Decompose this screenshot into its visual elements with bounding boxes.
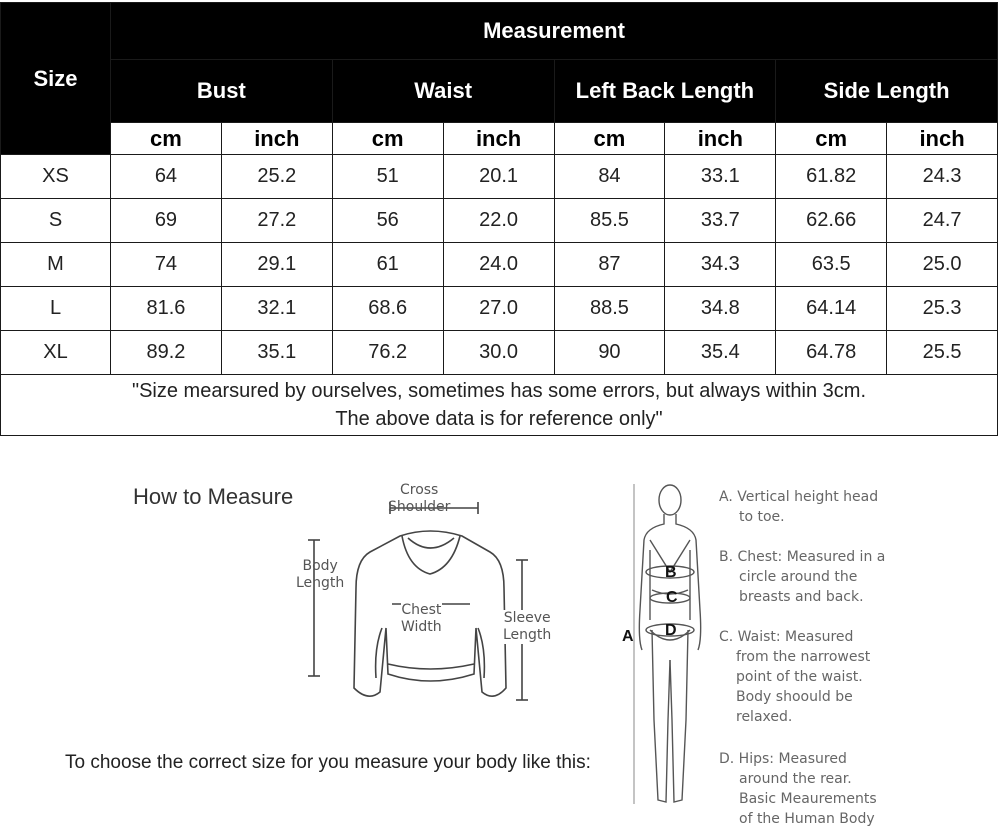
value-cell: 84: [554, 155, 665, 199]
value-cell: 33.1: [665, 155, 776, 199]
value-cell: 24.7: [887, 199, 998, 243]
value-cell: 56: [332, 199, 443, 243]
value-cell: 68.6: [332, 287, 443, 331]
unit-header: cm: [776, 123, 887, 155]
value-cell: 64: [111, 155, 222, 199]
value-cell: 34.3: [665, 243, 776, 287]
legend-b: B. Chest: Measured in a circle around the breasts and back.: [719, 549, 886, 605]
note-line-2: The above data is for reference only": [335, 408, 663, 430]
value-cell: 64.78: [776, 331, 887, 375]
value-cell: 74: [111, 243, 222, 287]
value-cell: 90: [554, 331, 665, 375]
size-cell: S: [1, 199, 111, 243]
value-cell: 24.3: [887, 155, 998, 199]
value-cell: 33.7: [665, 199, 776, 243]
value-cell: 87: [554, 243, 665, 287]
human-body-figure: [620, 480, 720, 820]
value-cell: 29.1: [221, 243, 332, 287]
size-cell: M: [1, 243, 111, 287]
value-cell: 69: [111, 199, 222, 243]
waist-header: Waist: [332, 60, 554, 123]
value-cell: 25.0: [887, 243, 998, 287]
value-cell: 25.3: [887, 287, 998, 331]
table-row: [1, 331, 998, 375]
size-chart-table: [0, 2, 998, 436]
measure-instruction: To choose the correct size for you measure your body like this:: [65, 752, 591, 773]
side-length-header: Side Length: [776, 60, 998, 123]
measurement-note: [1, 375, 998, 436]
value-cell: 81.6: [111, 287, 222, 331]
value-cell: 88.5: [554, 287, 665, 331]
how-to-measure-title: How to Measure: [133, 484, 294, 509]
body-label-a: A: [622, 628, 634, 645]
measurement-header: Measurement: [111, 3, 998, 60]
chest-width-label: Chest Width: [401, 602, 442, 635]
size-cell: XL: [1, 331, 111, 375]
value-cell: 22.0: [443, 199, 554, 243]
size-header: Size: [1, 3, 111, 155]
value-cell: 20.1: [443, 155, 554, 199]
legend-d: D. Hips: Measured around the rear. Basic Meaurements of the Human Body: [719, 751, 877, 827]
table-row: [1, 243, 998, 287]
sleeve-length-label: Sleeve Length: [503, 610, 552, 643]
value-cell: 35.4: [665, 331, 776, 375]
body-label-d: D: [665, 622, 677, 639]
value-cell: 85.5: [554, 199, 665, 243]
value-cell: 63.5: [776, 243, 887, 287]
bust-header: Bust: [111, 60, 333, 123]
unit-header: inch: [665, 123, 776, 155]
value-cell: 62.66: [776, 199, 887, 243]
size-cell: L: [1, 287, 111, 331]
value-cell: 76.2: [332, 331, 443, 375]
value-cell: 24.0: [443, 243, 554, 287]
value-cell: 27.0: [443, 287, 554, 331]
unit-header: cm: [111, 123, 222, 155]
value-cell: 25.2: [221, 155, 332, 199]
value-cell: 30.0: [443, 331, 554, 375]
legend-a: A. Vertical height head to toe.: [719, 489, 879, 525]
size-cell: XS: [1, 155, 111, 199]
value-cell: 61: [332, 243, 443, 287]
unit-header: cm: [332, 123, 443, 155]
unit-header: inch: [887, 123, 998, 155]
unit-header: inch: [221, 123, 332, 155]
table-row: [1, 287, 998, 331]
body-label-c: C: [666, 589, 678, 606]
cross-shoulder-label: Cross Shoulder: [388, 482, 451, 515]
legend-c: C. Waist: Measured from the narrowest point of the waist. Body shoould be relaxed.: [719, 629, 871, 725]
value-cell: 25.5: [887, 331, 998, 375]
body-label-b: B: [665, 564, 677, 581]
table-row: [1, 155, 998, 199]
unit-header: cm: [554, 123, 665, 155]
value-cell: 89.2: [111, 331, 222, 375]
value-cell: 27.2: [221, 199, 332, 243]
value-cell: 34.8: [665, 287, 776, 331]
value-cell: 35.1: [221, 331, 332, 375]
value-cell: 64.14: [776, 287, 887, 331]
value-cell: 32.1: [221, 287, 332, 331]
value-cell: 51: [332, 155, 443, 199]
left-back-length-header: Left Back Length: [554, 60, 776, 123]
table-row: [1, 199, 998, 243]
body-length-label: Body Length: [296, 558, 345, 591]
note-line-1: "Size mearsured by ourselves, sometimes has some errors, but always within 3cm.: [131, 380, 867, 402]
value-cell: 61.82: [776, 155, 887, 199]
unit-header: inch: [443, 123, 554, 155]
